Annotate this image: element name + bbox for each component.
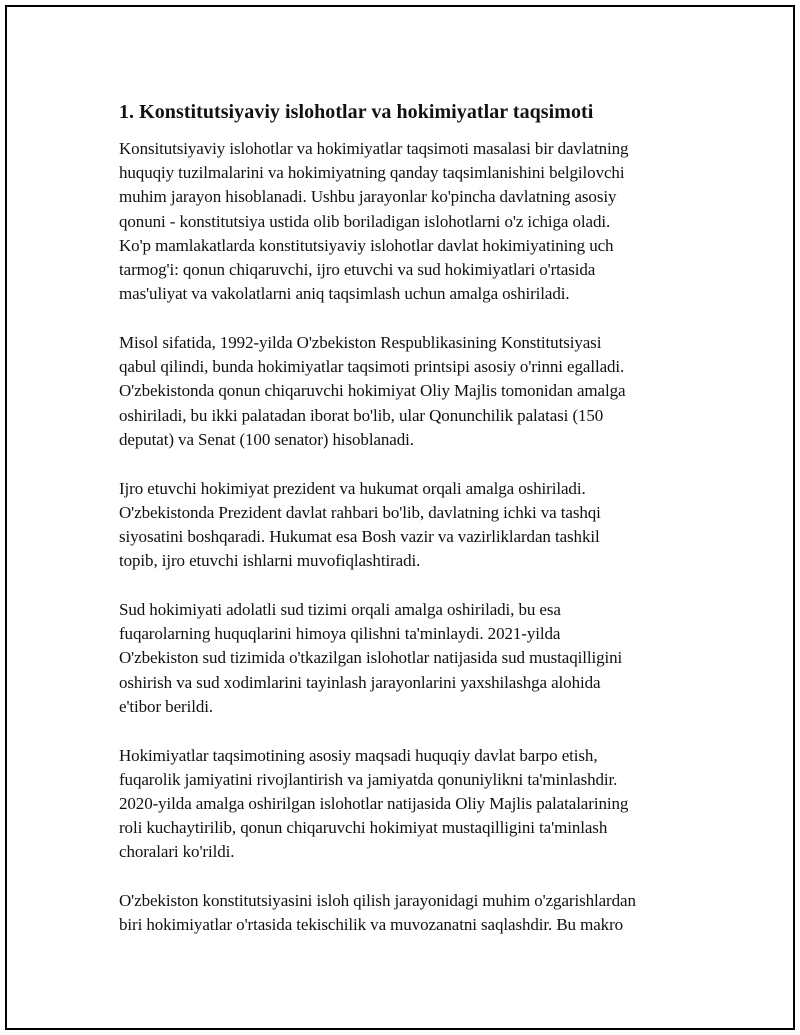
text-line: e'tibor berildi. [119,696,213,716]
text-line: O'zbekistonda qonun chiqaruvchi hokimiyat Oliy Majlis tomonidan amalga [119,381,626,401]
text-line: O'zbekiston konstitutsiyasini isloh qilish jarayonidagi muhim o'zgarishlardan [119,891,636,911]
text-line: qonuni - konstitutsiya ustida olib boriladigan islohotlarni o'z ichiga oladi. [119,211,611,231]
text-line: huquqiy tuzilmalarini va hokimiyatning qanday taqsimlanishini belgilovchi [119,163,625,183]
text-line: O'zbekiston sud tizimida o'tkazilgan islohotlar natijasida sud mustaqilligini [119,648,623,668]
text-line: Misol sifatida, 1992-yilda O'zbekiston Respublikasining Konstitutsiyasi [119,333,602,353]
text-line: Konsitutsiyaviy islohotlar va hokimiyatlar taqsimoti masalasi bir davlatning [119,139,629,158]
text-line: qabul qilindi, bunda hokimiyatlar taqsimoti printsipi asosiy o'rinni egalladi. [119,357,625,377]
text-line: Ko'p mamlakatlarda konstitutsiyaviy islohotlar davlat hokimiyatining uch [119,235,614,255]
paragraph-5 [119,744,699,865]
text-line: roli kuchaytirilib, qonun chiqaruvchi hokimiyat mustaqilligini ta'minlash [119,818,608,838]
text-line: O'zbekistonda Prezident davlat rahbari bo'lib, davlatning ichki va tashqi [119,502,601,522]
text-line: oshiriladi, bu ikki palatadan iborat bo'lib, ular Qonunchilik palatasi (150 [119,405,604,425]
paragraph-4 [119,598,699,719]
paragraph-1 [119,137,699,306]
paragraph-3 [119,477,699,574]
section-heading: 1. Konstitutsiyaviy islohotlar va hokimiyatlar taqsimoti [119,101,594,123]
page-frame [5,5,795,1030]
text-line: fuqarolarning huquqlarini himoya qilishni ta'minlaydi. 2021-yilda [119,624,561,644]
paragraph-2 [119,331,699,452]
document-body [119,99,699,962]
text-line: mas'uliyat va vakolatlarni aniq taqsimlash uchun amalga oshiriladi. [119,284,570,304]
text-line: Ijro etuvchi hokimiyat prezident va hukumat orqali amalga oshiriladi. [119,478,586,498]
text-line: siyosatini boshqaradi. Hukumat esa Bosh vazir va vazirliklardan tashkil [119,527,600,547]
text-line: muhim jarayon hisoblanadi. Ushbu jarayonlar ko'pincha davlatning asosiy [119,187,617,207]
text-line: fuqarolik jamiyatini rivojlantirish va jamiyatda qonuniylikni ta'minlashdir. [119,769,618,789]
text-line: Hokimiyatlar taqsimotining asosiy maqsadi huquqiy davlat barpo etish, [119,745,598,765]
text-line: 2020-yilda amalga oshirilgan islohotlar natijasida Oliy Majlis palatalarining [119,794,629,814]
paragraph-6 [119,889,699,937]
text-line: oshirish va sud xodimlarini tayinlash jarayonlarini yaxshilashga alohida [119,672,601,692]
text-line: biri hokimiyatlar o'rtasida tekischilik va muvozanatni saqlashdir. Bu makro [119,915,624,935]
text-line: topib, ijro etuvchi ishlarni muvofiqlashtiradi. [119,551,421,571]
text-line: choralari ko'rildi. [119,842,235,862]
text-line: deputat) va Senat (100 senator) hisoblanadi. [119,429,414,449]
text-line: Sud hokimiyati adolatli sud tizimi orqali amalga oshiriladi, bu esa [119,600,561,620]
text-line: tarmog'i: qonun chiqaruvchi, ijro etuvchi va sud hokimiyatlari o'rtasida [119,260,596,280]
